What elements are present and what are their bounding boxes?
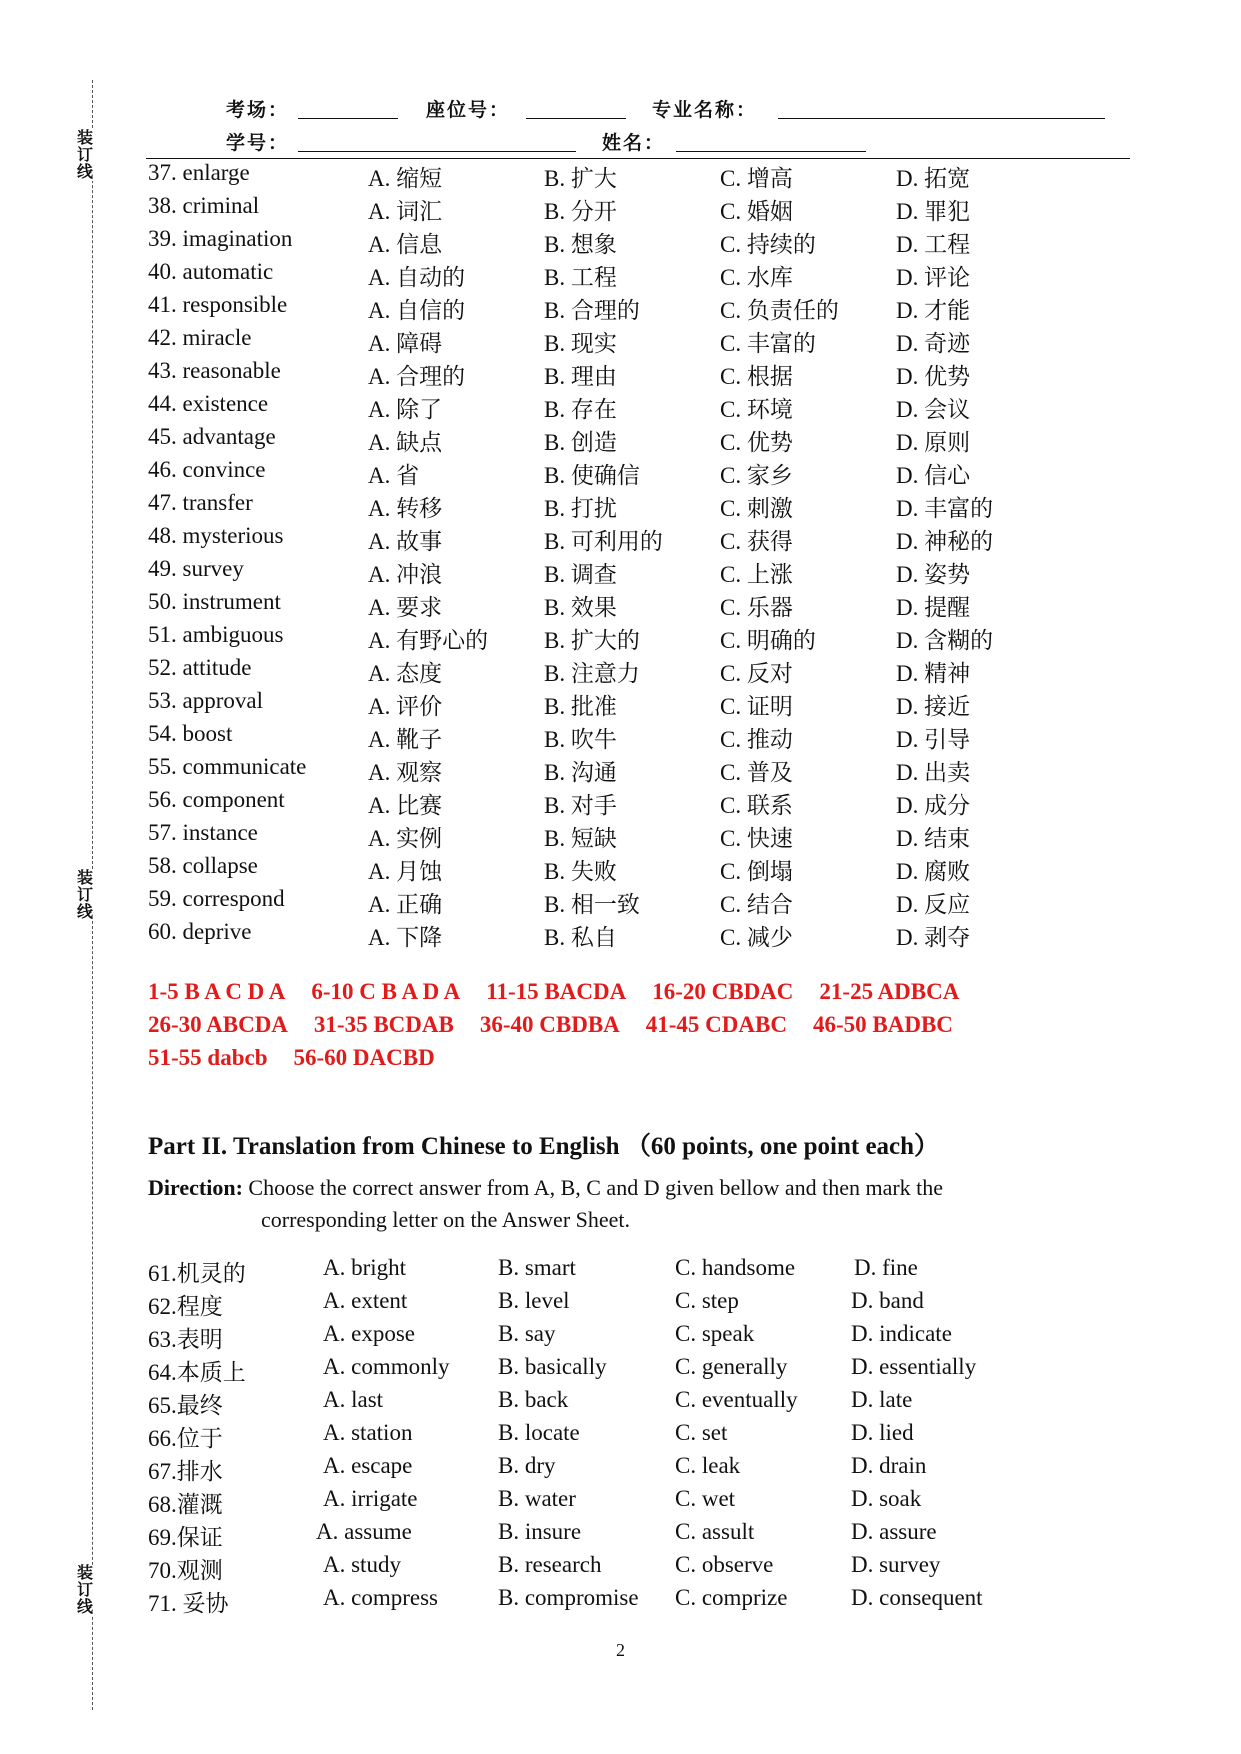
question-word: 66.位于 [148,1426,223,1451]
option-d[interactable]: D. 接近 [896,694,971,719]
option-b[interactable]: B. 合理的 [544,298,640,323]
question-word: 41. responsible [148,292,288,317]
option-a[interactable]: A. 除了 [368,397,443,422]
answer-group: 46-50 BADBC [812,1012,953,1037]
answer-group: 1-5 B A C D A [148,979,286,1004]
option-b[interactable]: B. 失败 [544,859,617,884]
option-b[interactable]: B. 相一致 [544,892,640,917]
option-c[interactable]: C. 持续的 [720,232,816,257]
option-b[interactable]: B. 工程 [544,265,617,290]
option-b[interactable]: B. 吹牛 [544,727,617,752]
question-word: 70.观测 [148,1558,223,1583]
question-word: 40. automatic [148,259,274,284]
option-a[interactable]: A. 有野心的 [368,628,489,653]
option-c[interactable]: C. 增高 [720,166,793,191]
answer-group: 16-20 CBDAC [652,979,794,1004]
option-b[interactable]: B. 调查 [544,562,617,587]
option-d[interactable]: D. survey [851,1552,941,1577]
option-c[interactable]: C. observe [675,1552,774,1577]
option-a[interactable]: A. 冲浪 [368,562,443,587]
option-d[interactable]: D. 奇迹 [896,331,971,356]
option-a[interactable]: A. 信息 [368,232,443,257]
option-b[interactable]: B. 想象 [544,232,617,257]
option-b[interactable]: B. 短缺 [544,826,617,851]
option-c[interactable]: C. 水库 [720,265,793,290]
question-word: 59. correspond [148,886,285,911]
option-c[interactable]: C. 证明 [720,694,793,719]
question-word: 49. survey [148,556,244,581]
option-d[interactable]: D. essentially [851,1354,977,1379]
option-b[interactable]: B. 效果 [544,595,617,620]
option-a[interactable]: A. bright [323,1255,407,1280]
question-word: 39. imagination [148,226,293,251]
header-rule [146,158,1130,159]
option-a[interactable]: A. 评价 [368,694,443,719]
binding-label: 装订线 [77,1565,94,1616]
option-b[interactable]: B. 注意力 [544,661,640,686]
answer-group: 6-10 C B A D A [311,979,461,1004]
answer-group: 26-30 ABCDA [148,1012,288,1037]
option-b[interactable]: B. insure [498,1519,582,1544]
option-a[interactable]: A. 实例 [368,826,443,851]
option-a[interactable]: A. 要求 [368,595,443,620]
option-d[interactable]: D. lied [851,1420,914,1445]
option-d[interactable]: D. 罪犯 [896,199,971,224]
option-d[interactable]: D. 原则 [896,430,971,455]
option-b[interactable]: B. 理由 [544,364,617,389]
option-b[interactable]: B. compromise [498,1585,639,1610]
question-word: 42. miracle [148,325,252,350]
option-d[interactable]: D. 成分 [896,793,971,818]
option-a[interactable]: A. 比赛 [368,793,443,818]
part2-direction [148,1172,1088,1236]
question-word: 65.最终 [148,1393,223,1418]
option-a[interactable]: A. 缩短 [368,166,443,191]
option-d[interactable]: D. drain [851,1453,927,1478]
option-a[interactable]: A. extent [323,1288,408,1313]
question-word: 52. attitude [148,655,252,680]
option-a[interactable]: A. expose [323,1321,415,1346]
question-word: 44. existence [148,391,269,416]
question-word: 56. component [148,787,285,812]
question-word: 53. approval [148,688,263,713]
option-c[interactable]: C. 结合 [720,892,793,917]
exam-room-label: 考场： [226,99,290,121]
option-a[interactable]: A. 态度 [368,661,443,686]
option-c[interactable]: C. 反对 [720,661,793,686]
option-a[interactable]: A. last [323,1387,384,1412]
option-c[interactable]: C. 根据 [720,364,793,389]
option-b[interactable]: B. 扩大的 [544,628,640,653]
option-c[interactable]: C. speak [675,1321,755,1346]
option-b[interactable]: B. research [498,1552,602,1577]
seat-field[interactable] [526,98,626,119]
seat-label: 座位号： [426,99,511,121]
question-word: 54. boost [148,721,233,746]
option-d[interactable]: D. consequent [851,1585,983,1610]
option-d[interactable]: D. 腐败 [896,859,971,884]
question-word: 47. transfer [148,490,253,515]
answer-group: 41-45 CDABC [645,1012,787,1037]
part2-title: Part II. Translation from Chinese to English （60 points, one point each） [148,1133,940,1160]
question-word: 50. instrument [148,589,281,614]
option-d[interactable]: D. 反应 [896,892,971,917]
option-c[interactable]: C. 上涨 [720,562,793,587]
option-a[interactable]: A. 自动的 [368,265,466,290]
option-b[interactable]: B. 现实 [544,331,617,356]
major-label: 专业名称： [652,99,758,121]
option-c[interactable]: C. 丰富的 [720,331,816,356]
option-d[interactable]: D. assure [851,1519,937,1544]
question-word: 46. convince [148,457,266,482]
option-b[interactable]: B. 打扰 [544,496,617,521]
option-d[interactable]: D. soak [851,1486,922,1511]
option-c[interactable]: C. 减少 [720,925,793,950]
option-c[interactable]: C. 普及 [720,760,793,785]
answer-group: 51-55 dabcb [148,1045,268,1070]
question-word: 55. communicate [148,754,307,779]
option-a[interactable]: A. 观察 [368,760,443,785]
option-d[interactable]: D. 提醒 [896,595,971,620]
option-c[interactable]: C. set [675,1420,728,1445]
option-a[interactable]: A. 故事 [368,529,443,554]
option-d[interactable]: D. 信心 [896,463,971,488]
option-b[interactable]: B. 对手 [544,793,617,818]
answer-group: 31-35 BCDAB [313,1012,454,1037]
question-word: 63.表明 [148,1327,223,1352]
question-word: 62.程度 [148,1294,223,1319]
page-number: 2 [616,1640,625,1660]
question-word: 61.机灵的 [148,1261,246,1286]
option-c[interactable]: C. wet [675,1486,736,1511]
option-b[interactable]: B. 私自 [544,925,617,950]
option-c[interactable]: C. handsome [675,1255,796,1280]
option-c[interactable]: C. 负责任的 [720,298,839,323]
option-d[interactable]: D. 引导 [896,727,971,752]
option-d[interactable]: D. 才能 [896,298,971,323]
option-b[interactable]: B. 创造 [544,430,617,455]
question-word: 68.灌溉 [148,1492,223,1517]
student-id-field[interactable] [298,131,576,152]
option-a[interactable]: A. 合理的 [368,364,466,389]
option-d[interactable]: D. 评论 [896,265,971,290]
option-b[interactable]: B. smart [498,1255,576,1280]
question-word: 38. criminal [148,193,260,218]
option-c[interactable]: C. 倒塌 [720,859,793,884]
option-c[interactable]: C. 获得 [720,529,793,554]
question-word: 60. deprive [148,919,252,944]
option-d[interactable]: D. 拓宽 [896,166,971,191]
name-label: 姓名： [602,132,666,154]
answer-group: 21-25 ADBCA [819,979,960,1004]
exam-room-field[interactable] [298,98,398,119]
option-a[interactable]: A. escape [323,1453,413,1478]
option-c[interactable]: C. 乐器 [720,595,793,620]
option-b[interactable]: B. 存在 [544,397,617,422]
option-a[interactable]: A. assume [316,1519,412,1544]
option-d[interactable]: D. 精神 [896,661,971,686]
option-d[interactable]: D. 丰富的 [896,496,994,521]
name-field[interactable] [676,131,866,152]
question-word: 67.排水 [148,1459,223,1484]
option-a[interactable]: A. 缺点 [368,430,443,455]
option-a[interactable]: A. 省 [368,463,420,488]
option-d[interactable]: D. late [851,1387,913,1412]
option-d[interactable]: D. 出卖 [896,760,971,785]
option-c[interactable]: C. 刺激 [720,496,793,521]
option-b[interactable]: B. back [498,1387,569,1412]
option-c[interactable]: C. leak [675,1453,741,1478]
question-word: 69.保证 [148,1525,223,1550]
option-a[interactable]: A. 转移 [368,496,443,521]
option-d[interactable]: D. indicate [851,1321,952,1346]
direction-text-continued: corresponding letter on the Answer Sheet. [261,1207,631,1232]
option-d[interactable]: D. 含糊的 [896,628,994,653]
option-b[interactable]: B. level [498,1288,570,1313]
option-c[interactable]: C. assult [675,1519,755,1544]
question-word: 57. instance [148,820,258,845]
option-c[interactable]: C. 推动 [720,727,793,752]
direction-label: Direction: [148,1175,243,1200]
option-c[interactable]: C. step [675,1288,739,1313]
option-d[interactable]: D. fine [854,1255,918,1280]
option-a[interactable]: A. 靴子 [368,727,443,752]
option-d[interactable]: D. 结束 [896,826,971,851]
answer-group: 36-40 CBDBA [479,1012,620,1037]
option-d[interactable]: D. 工程 [896,232,971,257]
question-word: 51. ambiguous [148,622,284,647]
option-c[interactable]: C. 婚姻 [720,199,793,224]
student-id-label: 学号： [226,132,290,154]
option-d[interactable]: D. 剥夺 [896,925,971,950]
direction-text: Choose the correct answer from A, B, C and D given bellow and then mark the [242,1175,944,1200]
option-b[interactable]: B. basically [498,1354,607,1379]
option-b[interactable]: B. 使确信 [544,463,640,488]
option-d[interactable]: D. 神秘的 [896,529,994,554]
option-b[interactable]: B. locate [498,1420,580,1445]
option-a[interactable]: A. 自信的 [368,298,466,323]
question-word: 71. 妥协 [148,1591,229,1616]
option-c[interactable]: C. 环境 [720,397,793,422]
option-d[interactable]: D. 姿势 [896,562,971,587]
option-a[interactable]: A. irrigate [323,1486,418,1511]
option-c[interactable]: C. 联系 [720,793,793,818]
question-word: 37. enlarge [148,160,250,185]
option-d[interactable]: D. 会议 [896,397,971,422]
option-d[interactable]: D. band [851,1288,924,1313]
option-b[interactable]: B. say [498,1321,556,1346]
option-b[interactable]: B. 沟通 [544,760,617,785]
option-a[interactable]: A. 月蚀 [368,859,443,884]
major-field[interactable] [778,98,1105,119]
question-word: 45. advantage [148,424,276,449]
option-c[interactable]: C. eventually [675,1387,798,1412]
option-a[interactable]: A. commonly [323,1354,450,1379]
question-word: 64.本质上 [148,1360,246,1385]
option-c[interactable]: C. generally [675,1354,788,1379]
option-a[interactable]: A. 词汇 [368,199,443,224]
option-b[interactable]: B. 分开 [544,199,617,224]
option-d[interactable]: D. 优势 [896,364,971,389]
answer-group: 56-60 DACBD [293,1045,435,1070]
option-b[interactable]: B. 扩大 [544,166,617,191]
option-c[interactable]: C. comprize [675,1585,788,1610]
option-a[interactable]: A. station [323,1420,413,1445]
option-a[interactable]: A. 正确 [368,892,443,917]
binding-label: 装订线 [77,130,94,181]
question-word: 58. collapse [148,853,258,878]
answer-group: 11-15 BACDA [486,979,627,1004]
option-c[interactable]: C. 明确的 [720,628,816,653]
option-c[interactable]: C. 家乡 [720,463,793,488]
option-a[interactable]: A. 下降 [368,925,443,950]
option-a[interactable]: A. compress [323,1585,438,1610]
option-c[interactable]: C. 快速 [720,826,793,851]
option-b[interactable]: B. water [498,1486,576,1511]
binding-label: 装订线 [77,870,94,921]
option-b[interactable]: B. 批准 [544,694,617,719]
option-a[interactable]: A. study [323,1552,401,1577]
option-b[interactable]: B. 可利用的 [544,529,663,554]
answer-key [148,975,1128,1074]
question-word: 48. mysterious [148,523,284,548]
option-b[interactable]: B. dry [498,1453,556,1478]
question-word: 43. reasonable [148,358,281,383]
option-a[interactable]: A. 障碍 [368,331,443,356]
option-c[interactable]: C. 优势 [720,430,793,455]
